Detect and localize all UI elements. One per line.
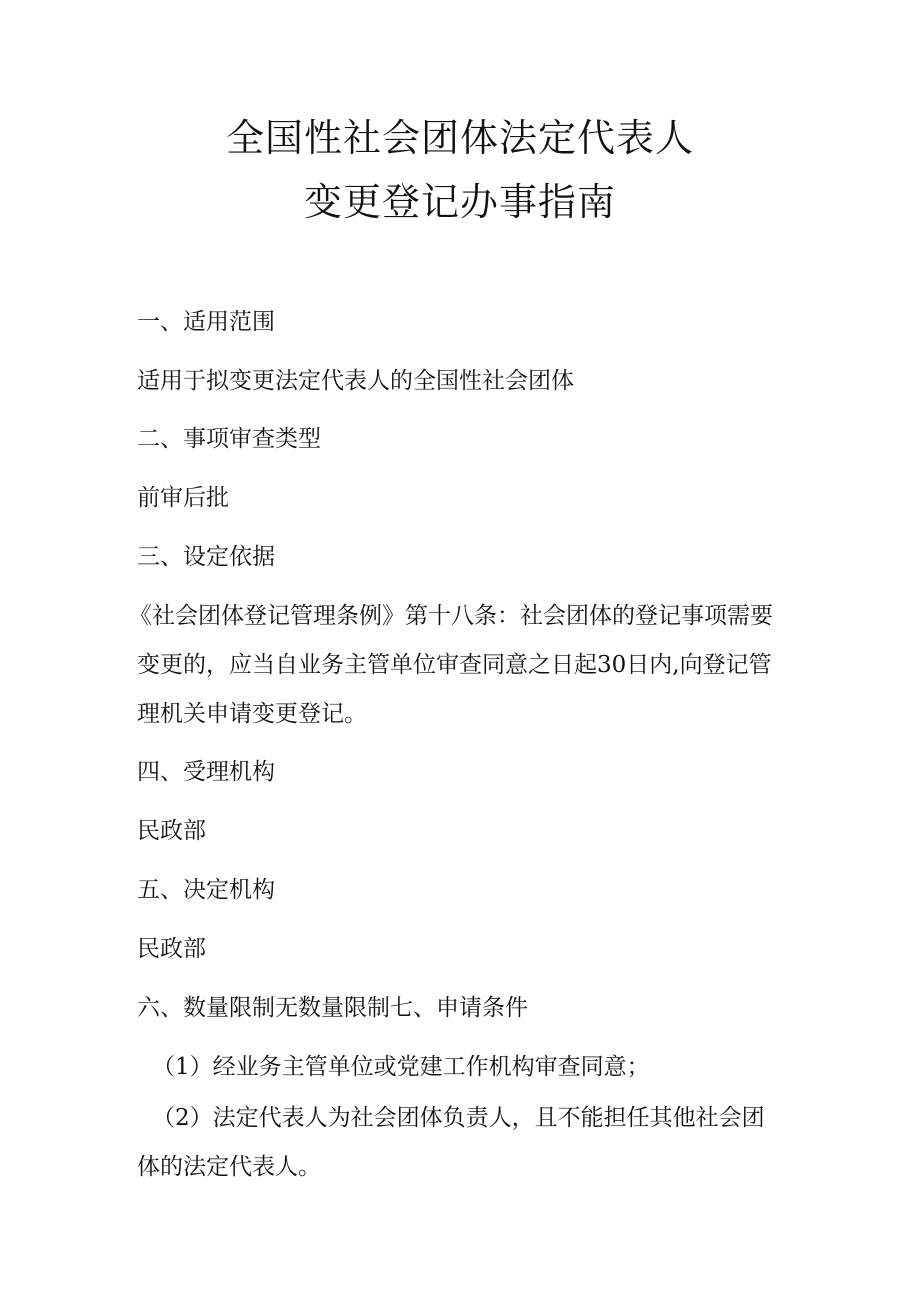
section-heading-scope: 一、适用范围 <box>137 309 275 335</box>
document-title-line2: 变更登记办事指南 <box>303 180 616 224</box>
section-body-deciding-agency: 民政部 <box>137 936 206 962</box>
document-title-line1: 全国性社会团体法定代表人 <box>225 116 694 160</box>
section-body-accepting-agency: 民政部 <box>137 818 206 844</box>
section-heading-deciding-agency: 五、决定机构 <box>137 877 275 903</box>
condition-item-2: （2）法定代表人为社会团体负责人，且不能担任其他社会团体的法定代表人。 <box>137 1105 765 1180</box>
section-heading-quantity-and-conditions: 六、数量限制无数量限制七、申请条件 <box>137 995 528 1021</box>
section-body-review-type: 前审后批 <box>137 485 229 511</box>
section-heading-accepting-agency: 四、受理机构 <box>137 759 275 785</box>
section-heading-review-type: 二、事项审查类型 <box>137 426 321 452</box>
section-heading-legal-basis: 三、设定依据 <box>137 544 275 570</box>
condition-item-1: （1）经业务主管单位或党建工作机构审查同意； <box>152 1054 650 1080</box>
section-body-legal-basis: 《社会团体登记管理条例》第十八条：社会团体的登记事项需要变更的，应当自业务主管单位审查同意之日起30日内,向登记管理机关申请变更登记。 <box>129 603 773 727</box>
section-body-scope: 适用于拟变更法定代表人的全国性社会团体 <box>137 368 574 394</box>
